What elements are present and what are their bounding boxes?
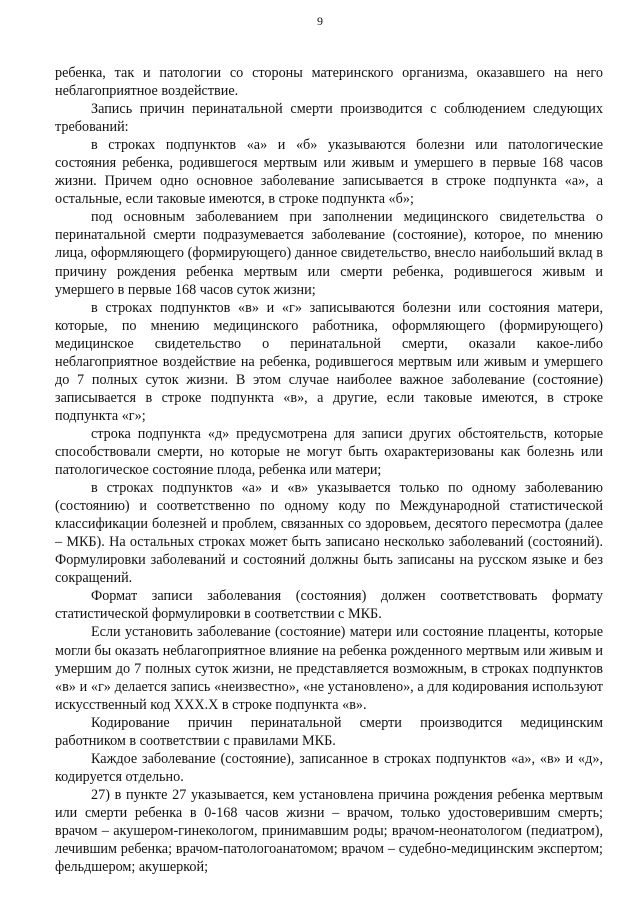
page-number: 9: [317, 14, 323, 28]
paragraph-subitem-d: строка подпункта «д» предусмотрена для записи других обстоятельств, которые способствовали смерти, но которые не могут быть охарактеризованы как болезнь или патологическое состояние плода, ребенка или матери;: [55, 425, 603, 479]
paragraph-coding: Кодирование причин перинатальной смерти производится медицинским работником в соответствии с правилами МКБ.: [55, 714, 603, 749]
paragraph-item-27: 27) в пункте 27 указывается, кем установлена причина рождения ребенка мертвым или смерти ребенка в 0-168 часов жизни – врачом, только удостоверившим смерть; врачом – акушером-гинекологом, принимавшим роды; врачом-неонатологом (педиатром), лечившим ребенка; врачом-патологоанатомом; врачом – судебно-медицинским экспертом; фельдшером; акушеркой;: [55, 786, 603, 876]
paragraph-requirements-intro: Запись причин перинатальной смерти производится с соблюдением следующих требований:: [55, 101, 603, 136]
paragraph-record-format: Формат записи заболевания (состояния) должен соответствовать формату статистической формулировки в соответствии с МКБ.: [55, 588, 603, 623]
paragraph-unknown-condition: Если установить заболевание (состояние) матери или состояние плаценты, которые могли бы оказать неблагоприятное влияние на ребенка рожденного мертвым или живым и умершим до 7 полных суток жизни, не представляется возможным, в строках подпунктов «в» и «г» делается запись «неизвестно», «не установлено», а для кодирования используют искусственный код XXX.X в строке подпункта «в».: [55, 624, 603, 713]
paragraph-single-code: в строках подпунктов «а» и «в» указывается только по одному заболеванию (состоянию) и соответственно по одному коду по Международной статистической классификации болезней и проблем, связанных со здоровьем, десятого пересмотра (далее – МКБ). На остальных строках может быть записано несколько заболеваний (состояний). Формулировки заболеваний и состояний должны быть записаны на русском языке и без сокращений.: [55, 480, 603, 587]
paragraph-continuation: ребенка, так и патологии со стороны материнского организма, оказавшего на него неблагоприятное воздействие.: [55, 65, 603, 100]
document-body: [55, 64, 603, 876]
paragraph-subitems-a-b: в строках подпунктов «а» и «б» указываются болезни или патологические состояния ребенка, родившегося мертвым или живым и умершего в первые 168 часов жизни. Причем одно основное заболевание записывается в строке подпункта «а», а остальные, если таковые имеются, в строке подпункта «б»;: [55, 137, 603, 208]
paragraph-main-disease: под основным заболеванием при заполнении медицинского свидетельства о перинатальной смерти подразумевается заболевание (состояние), которое, по мнению лица, оформляющего (формирующего) данное свидетельство, внесло наибольший вклад в причину рождения ребенка мертвым или смерти ребенка, родившегося живым и умершего в первые 168 часов суток жизни;: [55, 209, 603, 298]
paragraph-subitems-v-g: в строках подпунктов «в» и «г» записываются болезни или состояния матери, которые, по мнению медицинского работника, оформляющего (формирующего) медицинское свидетельство о перинатальной смерти, оказали какое-либо неблагоприятное воздействие на ребенка, родившегося мертвым или живым и умершего до 7 полных суток жизни. В этом случае наиболее важное заболевание (состояние) записывается в строке подпункта «в», а другие, если таковые имеются, в строке подпункта «г»;: [55, 299, 603, 424]
paragraph-separate-coding: Каждое заболевание (состояние), записанное в строках подпунктов «а», «в» и «д», кодируется отдельно.: [55, 750, 603, 785]
